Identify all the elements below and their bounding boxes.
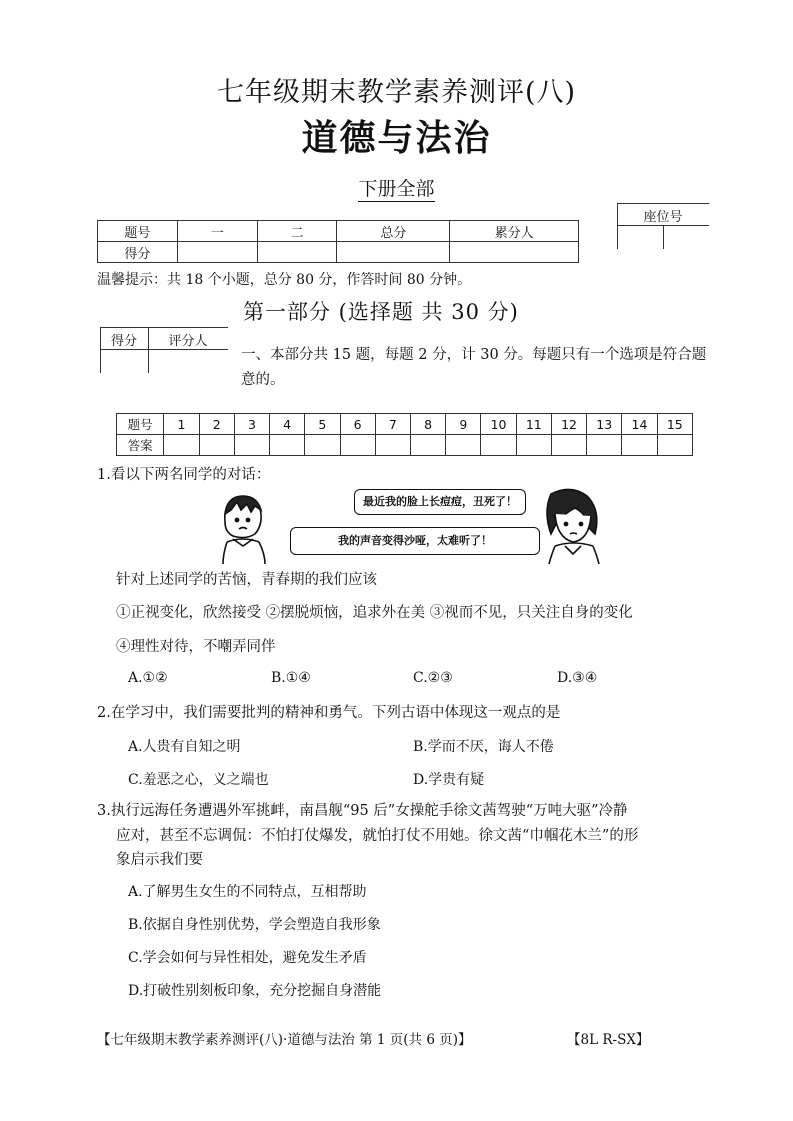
answer-input-cell[interactable] [305, 435, 340, 456]
score-table-col-accumulator: 累分人 [450, 221, 579, 242]
subject-title: 道德与法治 [301, 117, 492, 159]
scope-title [0, 174, 793, 201]
score-table-col-1: 一 [177, 221, 257, 242]
grader-box [100, 327, 228, 373]
q1-option-a[interactable]: A.①② [128, 670, 168, 686]
q2-option-a[interactable]: A.人贵有自知之明 [128, 739, 241, 755]
answer-number-cell: 9 [446, 414, 481, 435]
score-table-col-2: 二 [257, 221, 337, 242]
q2-option-b[interactable]: B.学而不厌，诲人不倦 [413, 739, 554, 755]
answer-input-cell[interactable] [622, 435, 657, 456]
answer-number-cell: 12 [551, 414, 586, 435]
answer-number-cell: 4 [270, 414, 305, 435]
section-intro: 一、本部分共 15 题，每题 2 分，计 30 分。每题只有一个选项是符合题意的。 [241, 347, 707, 388]
score-cell [450, 242, 579, 263]
answer-input-cell[interactable] [410, 435, 445, 456]
speech-bubble-boy: 我的声音变得沙哑，太难听了！ [290, 527, 540, 555]
q3-option-a[interactable]: A.了解男生女生的不同特点，互相帮助 [128, 884, 367, 900]
answer-input-cell[interactable] [340, 435, 375, 456]
q1-statements-line2: ④理性对待，不嘲弄同伴 [116, 639, 276, 655]
q3-stem-line2: 应对，甚至不忘调侃：不怕打仗爆发，就怕打仗不用她。徐文茜“巾帼花木兰”的形 [116, 828, 639, 844]
score-table [97, 220, 579, 263]
q2-option-d[interactable]: D.学贵有疑 [413, 772, 485, 788]
answer-input-cell[interactable] [481, 435, 516, 456]
page-footer-left: 【七年级期末教学素养测评(八)·道德与法治 第 1 页(共 6 页)】 [97, 1032, 472, 1048]
answer-number-cell: 14 [622, 414, 657, 435]
answer-number-cell: 5 [305, 414, 340, 435]
boy-figure [223, 496, 265, 564]
answer-number-cell: 10 [481, 414, 516, 435]
grader-score-label: 得分 [110, 334, 137, 349]
q1-question: 针对上述同学的苦恼，青春期的我们应该 [116, 572, 377, 588]
answer-input-cell[interactable] [446, 435, 481, 456]
answer-input-cell[interactable] [234, 435, 269, 456]
answer-number-cell: 1 [164, 414, 199, 435]
score-cell [177, 242, 257, 263]
answer-input-cell[interactable] [551, 435, 586, 456]
answer-input-cell[interactable] [199, 435, 234, 456]
girl-figure [547, 489, 599, 564]
part1-title: 第一部分 (选择题 共 30 分) [243, 300, 519, 324]
answer-input-cell[interactable] [270, 435, 305, 456]
answer-number-cell: 8 [410, 414, 445, 435]
exam-tip: 温馨提示：共 18 个小题，总分 80 分，作答时间 80 分钟。 [97, 272, 472, 288]
answer-number-cell: 11 [516, 414, 551, 435]
q3-stem-line3: 象启示我们要 [116, 852, 203, 868]
seat-number-box [617, 203, 709, 249]
answer-number-cell: 2 [199, 414, 234, 435]
answer-number-cell: 3 [234, 414, 269, 435]
q3-option-b[interactable]: B.依据自身性别优势，学会塑造自我形象 [128, 917, 381, 933]
q3-stem-line1: 3.执行远海任务遭遇外军挑衅，南昌舰“95 后”女操舵手徐文茜驾驶“万吨大驱”冷静 [97, 803, 628, 819]
answer-number-cell: 13 [587, 414, 622, 435]
page-footer-right: 【8L R-SX】 [567, 1032, 650, 1048]
q3-option-d[interactable]: D.打破性别刻板印象，充分挖掘自身潜能 [128, 983, 382, 999]
score-cell [257, 242, 337, 263]
q2-option-c[interactable]: C.羞恶之心，义之端也 [128, 772, 269, 788]
answer-number-cell: 15 [657, 414, 692, 435]
answer-input-cell[interactable] [657, 435, 692, 456]
answer-input-cell[interactable] [587, 435, 622, 456]
q1-option-d[interactable]: D.③④ [557, 670, 598, 686]
answer-input-cell[interactable] [164, 435, 199, 456]
q1-stem: 1.看以下两名同学的对话： [97, 467, 271, 483]
score-table-header-score: 得分 [98, 242, 178, 263]
q1-option-b[interactable]: B.①④ [271, 670, 311, 686]
answer-input-cell[interactable] [516, 435, 551, 456]
answer-number-cell: 7 [375, 414, 410, 435]
seat-number-label: 座位号 [643, 210, 683, 225]
speech-bubble-girl: 最近我的脸上长痘痘，丑死了！ [354, 489, 526, 515]
exam-title: 七年级期末教学素养测评(八) [216, 77, 577, 108]
q2-stem: 2.在学习中，我们需要批判的精神和勇气。下列古语中体现这一观点的是 [97, 705, 561, 721]
answer-number-cell: 6 [340, 414, 375, 435]
q3-option-c[interactable]: C.学会如何与异性相处，避免发生矛盾 [128, 950, 367, 966]
score-table-header-number: 题号 [98, 221, 178, 242]
answer-table-answer-header: 答案 [117, 435, 164, 456]
score-table-col-total: 总分 [337, 221, 450, 242]
score-cell [337, 242, 450, 263]
scope-label: 下册全部 [358, 178, 435, 200]
q1-option-c[interactable]: C.②③ [413, 670, 453, 686]
answer-table [116, 413, 693, 456]
q1-statements-line1: ①正视变化，欣然接受 ②摆脱烦恼，追求外在美 ③视而不见，只关注自身的变化 [116, 605, 633, 621]
answer-table-number-header: 题号 [117, 414, 164, 435]
answer-input-cell[interactable] [375, 435, 410, 456]
grader-person-label: 评分人 [168, 334, 208, 349]
